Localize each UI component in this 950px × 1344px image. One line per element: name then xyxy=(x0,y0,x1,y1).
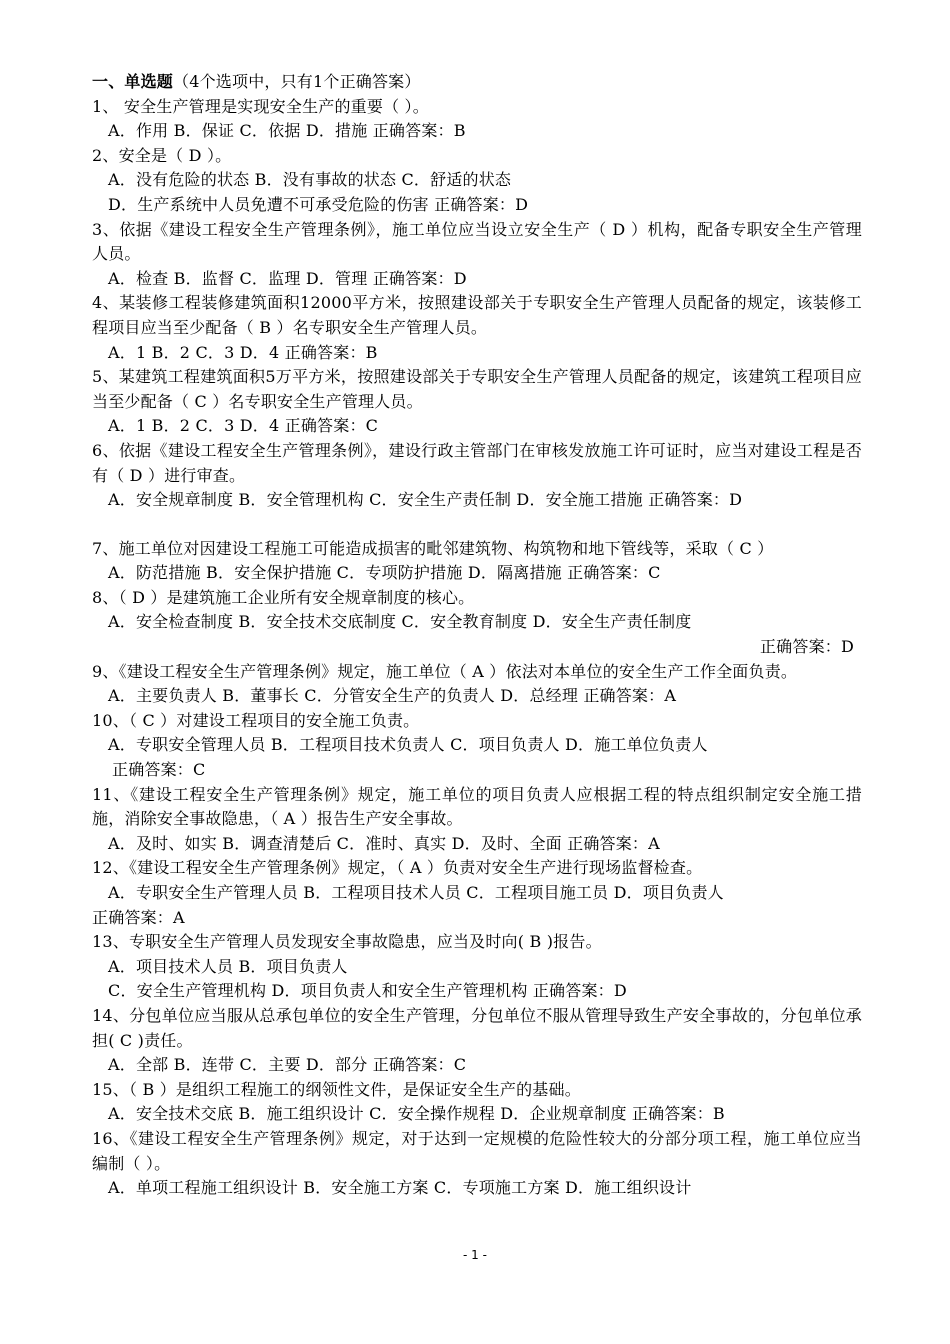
question-8-answer: 正确答案：D xyxy=(759,637,854,657)
question-10-answer: 正确答案：C xyxy=(112,760,206,780)
question-4-options: A．1 B．2 C．3 D．4 正确答案：B xyxy=(108,342,378,362)
question-14-options: A．全部 B．连带 C．主要 D．部分 正确答案：C xyxy=(108,1055,467,1075)
question-1-options: A．作用 B．保证 C．依据 D．措施 正确答案：B xyxy=(108,121,466,141)
question-11: 11、《建设工程安全生产管理条例》规定，施工单位的项目负责人应根据工程的特点组织制定安全施工措施，消除安全事故隐患，（ A ）报告生产安全事故。 xyxy=(92,784,862,829)
section-subtitle: （4个选项中，只有1个正确答案） xyxy=(173,72,421,91)
question-6: 6、依据《建设工程安全生产管理条例》，建设行政主管部门在审核发放施工许可证时，应当对建设工程是否有（ D ）进行审查。 xyxy=(92,440,862,485)
question-12-answer: 正确答案：A xyxy=(92,907,185,927)
question-12: 12、《建设工程安全生产管理条例》规定，（ A ）负责对安全生产进行现场监督检查。 xyxy=(92,858,703,878)
question-15: 15、（ B ）是组织工程施工的纲领性文件，是保证安全生产的基础。 xyxy=(92,1079,581,1099)
question-2-options-b: D．生产系统中人员免遭不可承受危险的伤害 正确答案：D xyxy=(108,194,529,214)
question-3: 3、依据《建设工程安全生产管理条例》，施工单位应当设立安全生产（ D ）机构，配备专职安全生产管理人员。 xyxy=(92,219,862,264)
section-heading xyxy=(92,70,862,95)
question-16: 16、《建设工程安全生产管理条例》规定，对于达到一定规模的危险性较大的分部分项工程，施工单位应当编制（ ）。 xyxy=(92,1128,862,1173)
question-9: 9、《建设工程安全生产管理条例》规定，施工单位（ A ）依法对本单位的安全生产工作全面负责。 xyxy=(92,661,798,681)
question-7-options: A．防范措施 B．安全保护措施 C．专项防护措施 D．隔离措施 正确答案：C xyxy=(108,563,661,583)
page-number: - 1 - xyxy=(463,1248,487,1262)
question-14: 14、分包单位应当服从总承包单位的安全生产管理，分包单位不服从管理导致生产安全事故的，分包单位承担( C )责任。 xyxy=(92,1005,862,1050)
question-1: 1、 安全生产管理是实现安全生产的重要（ ）。 xyxy=(92,96,429,116)
section-title: 一、单选题 xyxy=(92,72,174,91)
question-16-options: A．单项工程施工组织设计 B．安全施工方案 C．专项施工方案 D．施工组织设计 xyxy=(108,1178,692,1198)
question-13-options-b: C．安全生产管理机构 D．项目负责人和安全生产管理机构 正确答案：D xyxy=(108,981,627,1001)
question-8-options: A．安全检查制度 B．安全技术交底制度 C．安全教育制度 D．安全生产责任制度 xyxy=(108,612,692,632)
question-8: 8、（ D ）是建筑施工企业所有安全规章制度的核心。 xyxy=(92,587,475,607)
question-11-options: A．及时、如实 B．调查清楚后 C．准时、真实 D．及时、全面 正确答案：A xyxy=(108,833,660,853)
spacer xyxy=(92,513,862,537)
question-4: 4、某装修工程装修建筑面积12000平方米，按照建设部关于专职安全生产管理人员配备的规定，该装修工程项目应当至少配备（ B ）名专职安全生产管理人员。 xyxy=(92,293,862,337)
question-13-options-a: A．项目技术人员 B．项目负责人 xyxy=(108,956,348,976)
question-2: 2、安全是（ D ）。 xyxy=(92,145,232,165)
question-3-options: A．检查 B．监督 C．监理 D．管理 正确答案：D xyxy=(108,268,467,288)
question-2-options-a: A．没有危险的状态 B．没有事故的状态 C．舒适的状态 xyxy=(108,170,512,190)
question-15-options: A．安全技术交底 B．施工组织设计 C．安全操作规程 D．企业规章制度 正确答案：B xyxy=(108,1104,725,1124)
question-7: 7、施工单位对因建设工程施工可能造成损害的毗邻建筑物、构筑物和地下管线等，采取（ C ） xyxy=(92,538,774,558)
question-5: 5、某建筑工程建筑面积5万平方米，按照建设部关于专职安全生产管理人员配备的规定，该建筑工程项目应当至少配备（ C ）名专职安全生产管理人员。 xyxy=(92,367,862,411)
question-9-options: A．主要负责人 B．董事长 C．分管安全生产的负责人 D．总经理 正确答案：A xyxy=(108,686,677,706)
question-6-options: A．安全规章制度 B．安全管理机构 C．安全生产责任制 D．安全施工措施 正确答案：D xyxy=(108,490,743,510)
question-5-options: A．1 B．2 C．3 D．4 正确答案：C xyxy=(108,416,379,436)
question-10: 10、（ C ）对建设工程项目的安全施工负责。 xyxy=(92,710,420,730)
question-13: 13、专职安全生产管理人员发现安全事故隐患，应当及时向( B )报告。 xyxy=(92,932,602,952)
question-12-options: A．专职安全生产管理人员 B．工程项目技术人员 C．工程项目施工员 D．项目负责人 xyxy=(108,883,724,902)
document-body xyxy=(92,70,862,1201)
question-10-options: A．专职安全管理人员 B．工程项目技术负责人 C．项目负责人 D．施工单位负责人 xyxy=(108,735,708,755)
